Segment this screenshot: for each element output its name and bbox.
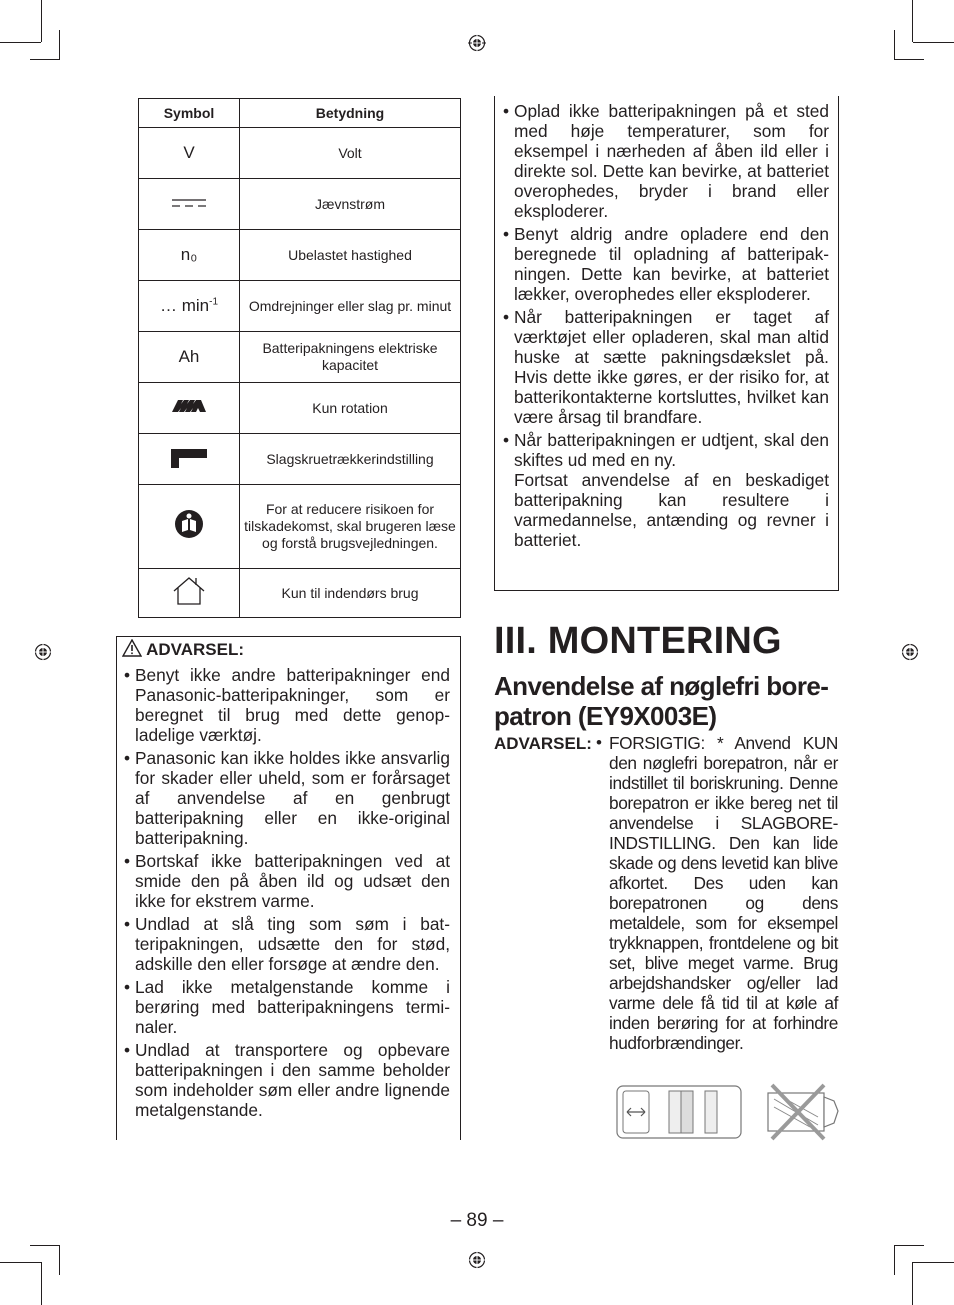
table-row	[139, 485, 461, 569]
symbol-table	[138, 98, 461, 618]
meaning-cell: Kun rotation	[240, 383, 461, 434]
list-item: • Undlad at transportere og opbevare batteripakningen i den samme beholder som indeholder søm eller andre lignende metalgenstande.	[124, 1040, 450, 1120]
meaning-cell: Volt	[240, 128, 461, 179]
warning-title	[122, 639, 244, 660]
table-row	[139, 434, 461, 485]
warning-title-text: ADVARSEL:	[146, 640, 245, 659]
crop-mark	[913, 42, 954, 43]
crop-mark	[913, 1262, 954, 1263]
crop-mark	[894, 1245, 924, 1246]
column-header-symbol: Symbol	[139, 99, 240, 128]
list-item: • Når batteripakningen er taget af værktøjet eller opladeren, skal man altid huske at sætte pakningsdækslet på. Hvis dette ikke gøres, er der risiko for, at batterikontakterne kortsluttes, hvilket kan være årsag til brandfare.	[503, 307, 829, 427]
registration-mark-icon	[468, 34, 486, 52]
warning-list-right	[503, 101, 829, 550]
symbol-cell: n₀	[139, 230, 240, 281]
column-header-meaning: Betydning	[240, 99, 461, 128]
dc-current-icon	[171, 197, 207, 209]
list-item: • Benyt ikke andre batteripakninger end Panasonic-batteripakninger, som er beregnet til brug med dette genopladelige værktøj.	[124, 665, 450, 745]
crop-mark	[912, 1262, 913, 1305]
meaning-cell: Batteripakningens elektriske kapacitet	[240, 332, 461, 383]
symbol-cell	[139, 569, 240, 618]
meaning-cell: Jævnstrøm	[240, 179, 461, 230]
crop-mark	[41, 0, 42, 42]
page-number: – 89 –	[450, 1210, 504, 1231]
list-item-continuation: Fortsat anvendelse af en beskadiget batteripakning kan resultere i varmedannelse, antænding og revner i batteriet.	[514, 470, 829, 550]
section-title: III. MONTERING	[494, 620, 782, 662]
indoor-use-icon	[172, 576, 206, 606]
crop-mark	[0, 1262, 41, 1263]
symbol-cell	[139, 179, 240, 230]
read-manual-icon	[174, 509, 204, 539]
list-item: • Oplad ikke batteripakningen på et sted med høje temperaturer, som for eksempel i nærheden af åben ild eller i direkte sol. Dette kan bevirke, at batteriet overophedes, bryder i brand eller eksploderer.	[503, 101, 829, 221]
symbol-cell	[139, 485, 240, 569]
table-header-row	[139, 99, 461, 128]
warning-list-left	[124, 665, 450, 1123]
crop-mark	[894, 59, 924, 60]
symbol-cell	[139, 383, 240, 434]
crop-mark	[59, 1245, 60, 1275]
symbol-cell	[139, 434, 240, 485]
chuck-allowed-illustration	[615, 1083, 745, 1141]
registration-mark-icon	[468, 1251, 486, 1269]
registration-mark-icon	[901, 643, 919, 661]
crop-mark	[59, 30, 60, 60]
chuck-not-allowed-illustration	[766, 1083, 840, 1141]
list-item: • Bortskaf ikke batteripakningen ved at smide den på åben ild og udsæt den ikke for ekstrem varme.	[124, 851, 450, 911]
warning-text: FORSIGTIG: * Anvend KUN den nøglefri borepatron, når er indstillet til boriskruning. Denne borepatron er ikke bereg net til anvendelse i SLAGBORE-INDSTILLING. Den kan lide skade og dens levetid kan blive afkortet. Des uden kan borepatronen og dens metaldele, som for eksempel trykknappen, frontdelene og bit set, blive meget varme. Brug arbejdshandsker og/eller lad varme dele få tid til at køle af inden berøring for at forhindre hudforbrændinger.	[609, 733, 838, 1053]
rotation-icon	[170, 398, 208, 414]
impact-driver-icon	[169, 445, 209, 469]
list-item: • Benyt aldrig andre opladere end den beregnede til opladning af batteripakningen. Dette kan bevirke, at batteriet lækker, overophedes eller eksploderer.	[503, 224, 829, 304]
table-row	[139, 383, 461, 434]
meaning-cell: Omdrejninger eller slag pr. minut	[240, 281, 461, 332]
table-row	[139, 569, 461, 618]
crop-mark	[894, 30, 895, 60]
symbol-cell: V	[139, 128, 240, 179]
crop-mark	[41, 1262, 42, 1305]
warning-triangle-icon	[122, 639, 142, 657]
table-row	[139, 332, 461, 383]
crop-mark	[894, 1245, 895, 1275]
symbol-cell: Ah	[139, 332, 240, 383]
meaning-cell: Ubelastet hastighed	[240, 230, 461, 281]
registration-mark-icon	[34, 643, 52, 661]
meaning-cell: Slagskruetrækkerindstilling	[240, 434, 461, 485]
list-item: • Panasonic kan ikke holdes ikke ansvarlig for skader eller uheld, som er forårsaget af anvendelse af en genbrugt batteripakning eller en ikke-original batteripakning.	[124, 748, 450, 848]
crop-mark	[912, 0, 913, 42]
table-row	[139, 230, 461, 281]
table-row	[139, 281, 461, 332]
list-item: • Lad ikke metalgenstande komme i berøring med batteripakningens terminaler.	[124, 977, 450, 1037]
table-row	[139, 179, 461, 230]
warning-label: ADVARSEL:	[494, 734, 592, 753]
symbol-cell: … $\min^{-1}$	[139, 281, 240, 332]
bullet: •	[596, 733, 602, 752]
meaning-cell: For at reducere risikoen for tilskadekomst, skal brugeren læse og forstå brugsvejledningen.	[240, 485, 461, 569]
crop-mark	[30, 59, 60, 60]
section-subtitle: Anvendelse af nøglefri borepatron (EY9X003E)	[494, 671, 829, 731]
crop-mark	[30, 1245, 60, 1246]
list-item: • Undlad at slå ting som søm i batteripakningen, udsætte den for stød, adskille den eller forsøge at ændre den.	[124, 914, 450, 974]
table-row	[139, 128, 461, 179]
crop-mark	[0, 42, 41, 43]
meaning-cell: Kun til indendørs brug	[240, 569, 461, 618]
list-item: • Når batteripakningen er udtjent, skal den skiftes ud med en ny.	[503, 430, 829, 470]
